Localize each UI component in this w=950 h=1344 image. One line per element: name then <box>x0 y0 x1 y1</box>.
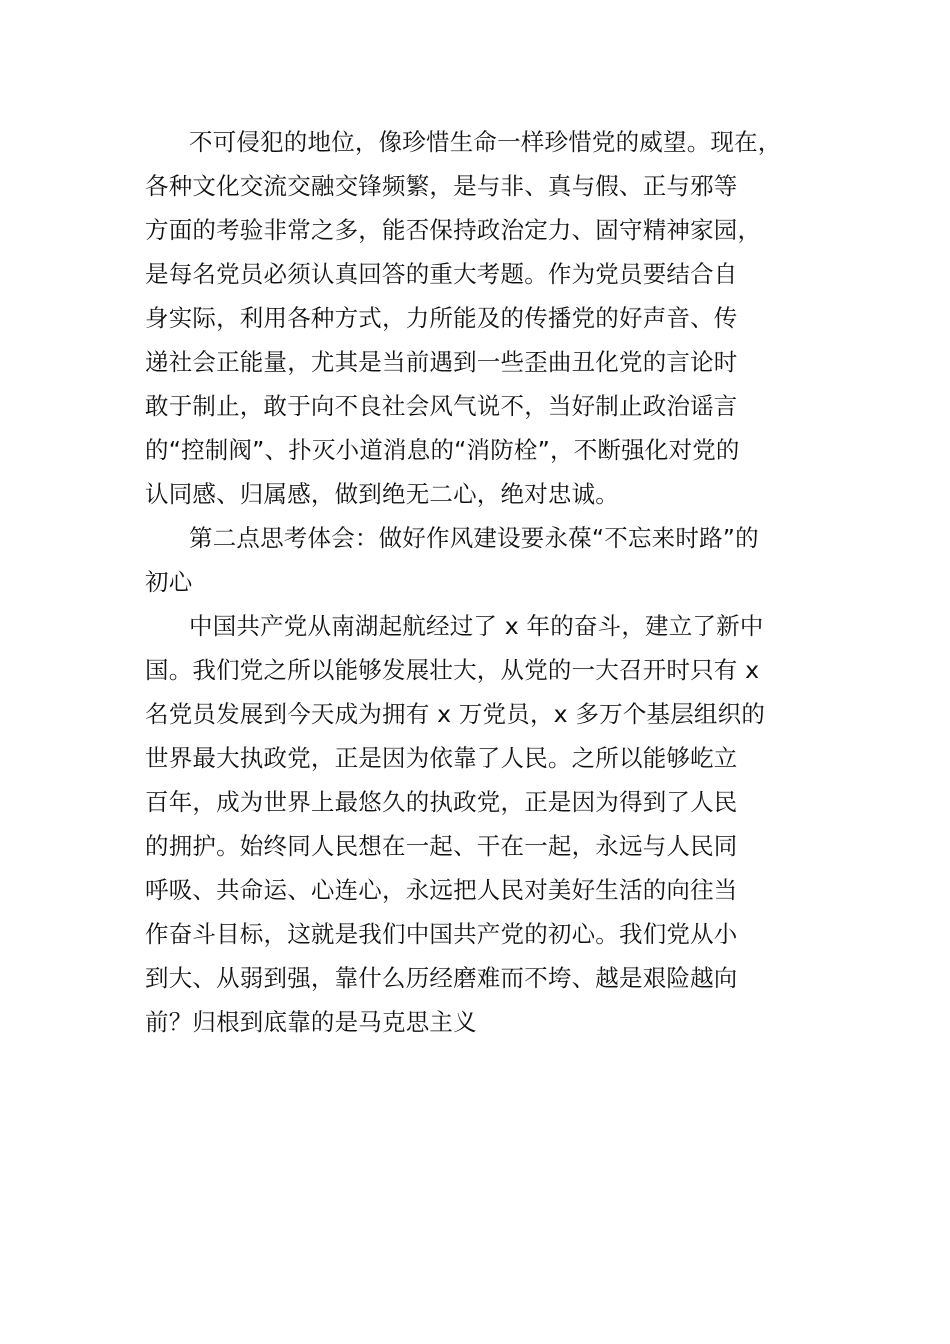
paragraph-2-line-6: 的拥护。始终同人民想在一起、干在一起，永远与人民同 <box>145 832 738 860</box>
paragraph-1-line-3: 方面的考验非常之多，能否保持政治定力、固守精神家园， <box>145 216 762 244</box>
paragraph-2-line-7: 呼吸、共命运、心连心，永远把人民对美好生活的向往当 <box>145 876 738 904</box>
section-heading-line-2: 初心 <box>145 568 193 596</box>
section-heading-line-1: 第二点思考体会：做好作风建设要永葆“不忘来时路”的 <box>189 524 759 552</box>
document-page <box>145 120 825 1044</box>
paragraph-1-line-4: 是每名党员必须认真回答的重大考题。作为党员要结合自 <box>145 260 738 288</box>
paragraph-1-line-2: 各种文化交流交融交锋频繁，是与非、真与假、正与邪等 <box>145 172 738 200</box>
paragraph-2-line-10: 前？归根到底靠的是马克思主义 <box>145 1008 477 1036</box>
paragraph-2-line-9: 到大、从弱到强，靠什么历经磨难而不垮、越是艰险越向 <box>145 964 738 992</box>
paragraph-1-line-5: 身实际，利用各种方式，力所能及的传播党的好声音、传 <box>145 304 738 332</box>
paragraph-2-line-3: 名党员发展到今天成为拥有 x 万党员，x 多万个基层组织的 <box>145 700 766 728</box>
paragraph-2-line-5: 百年，成为世界上最悠久的执政党，正是因为得到了人民 <box>145 788 738 816</box>
paragraph-2-line-8: 作奋斗目标，这就是我们中国共产党的初心。我们党从小 <box>145 920 738 948</box>
paragraph-1-line-8: 的“控制阀”、扑灭小道消息的“消防栓”，不断强化对党的 <box>145 436 740 464</box>
paragraph-2-line-1: 中国共产党从南湖起航经过了 x 年的奋斗，建立了新中 <box>189 612 764 640</box>
paragraph-1-line-9: 认同感、归属感，做到绝无二心，绝对忠诚。 <box>145 480 619 508</box>
paragraph-1-line-7: 敢于制止，敢于向不良社会风气说不，当好制止政治谣言 <box>145 392 738 420</box>
paragraph-2-line-4: 世界最大执政党，正是因为依靠了人民。之所以能够屹立 <box>145 744 738 772</box>
paragraph-2-line-2: 国。我们党之所以能够发展壮大，从党的一大召开时只有 x <box>145 656 760 684</box>
paragraph-1-line-6: 递社会正能量，尤其是当前遇到一些歪曲丑化党的言论时 <box>145 348 738 376</box>
paragraph-1-line-1: 不可侵犯的地位，像珍惜生命一样珍惜党的威望。现在， <box>189 128 782 156</box>
